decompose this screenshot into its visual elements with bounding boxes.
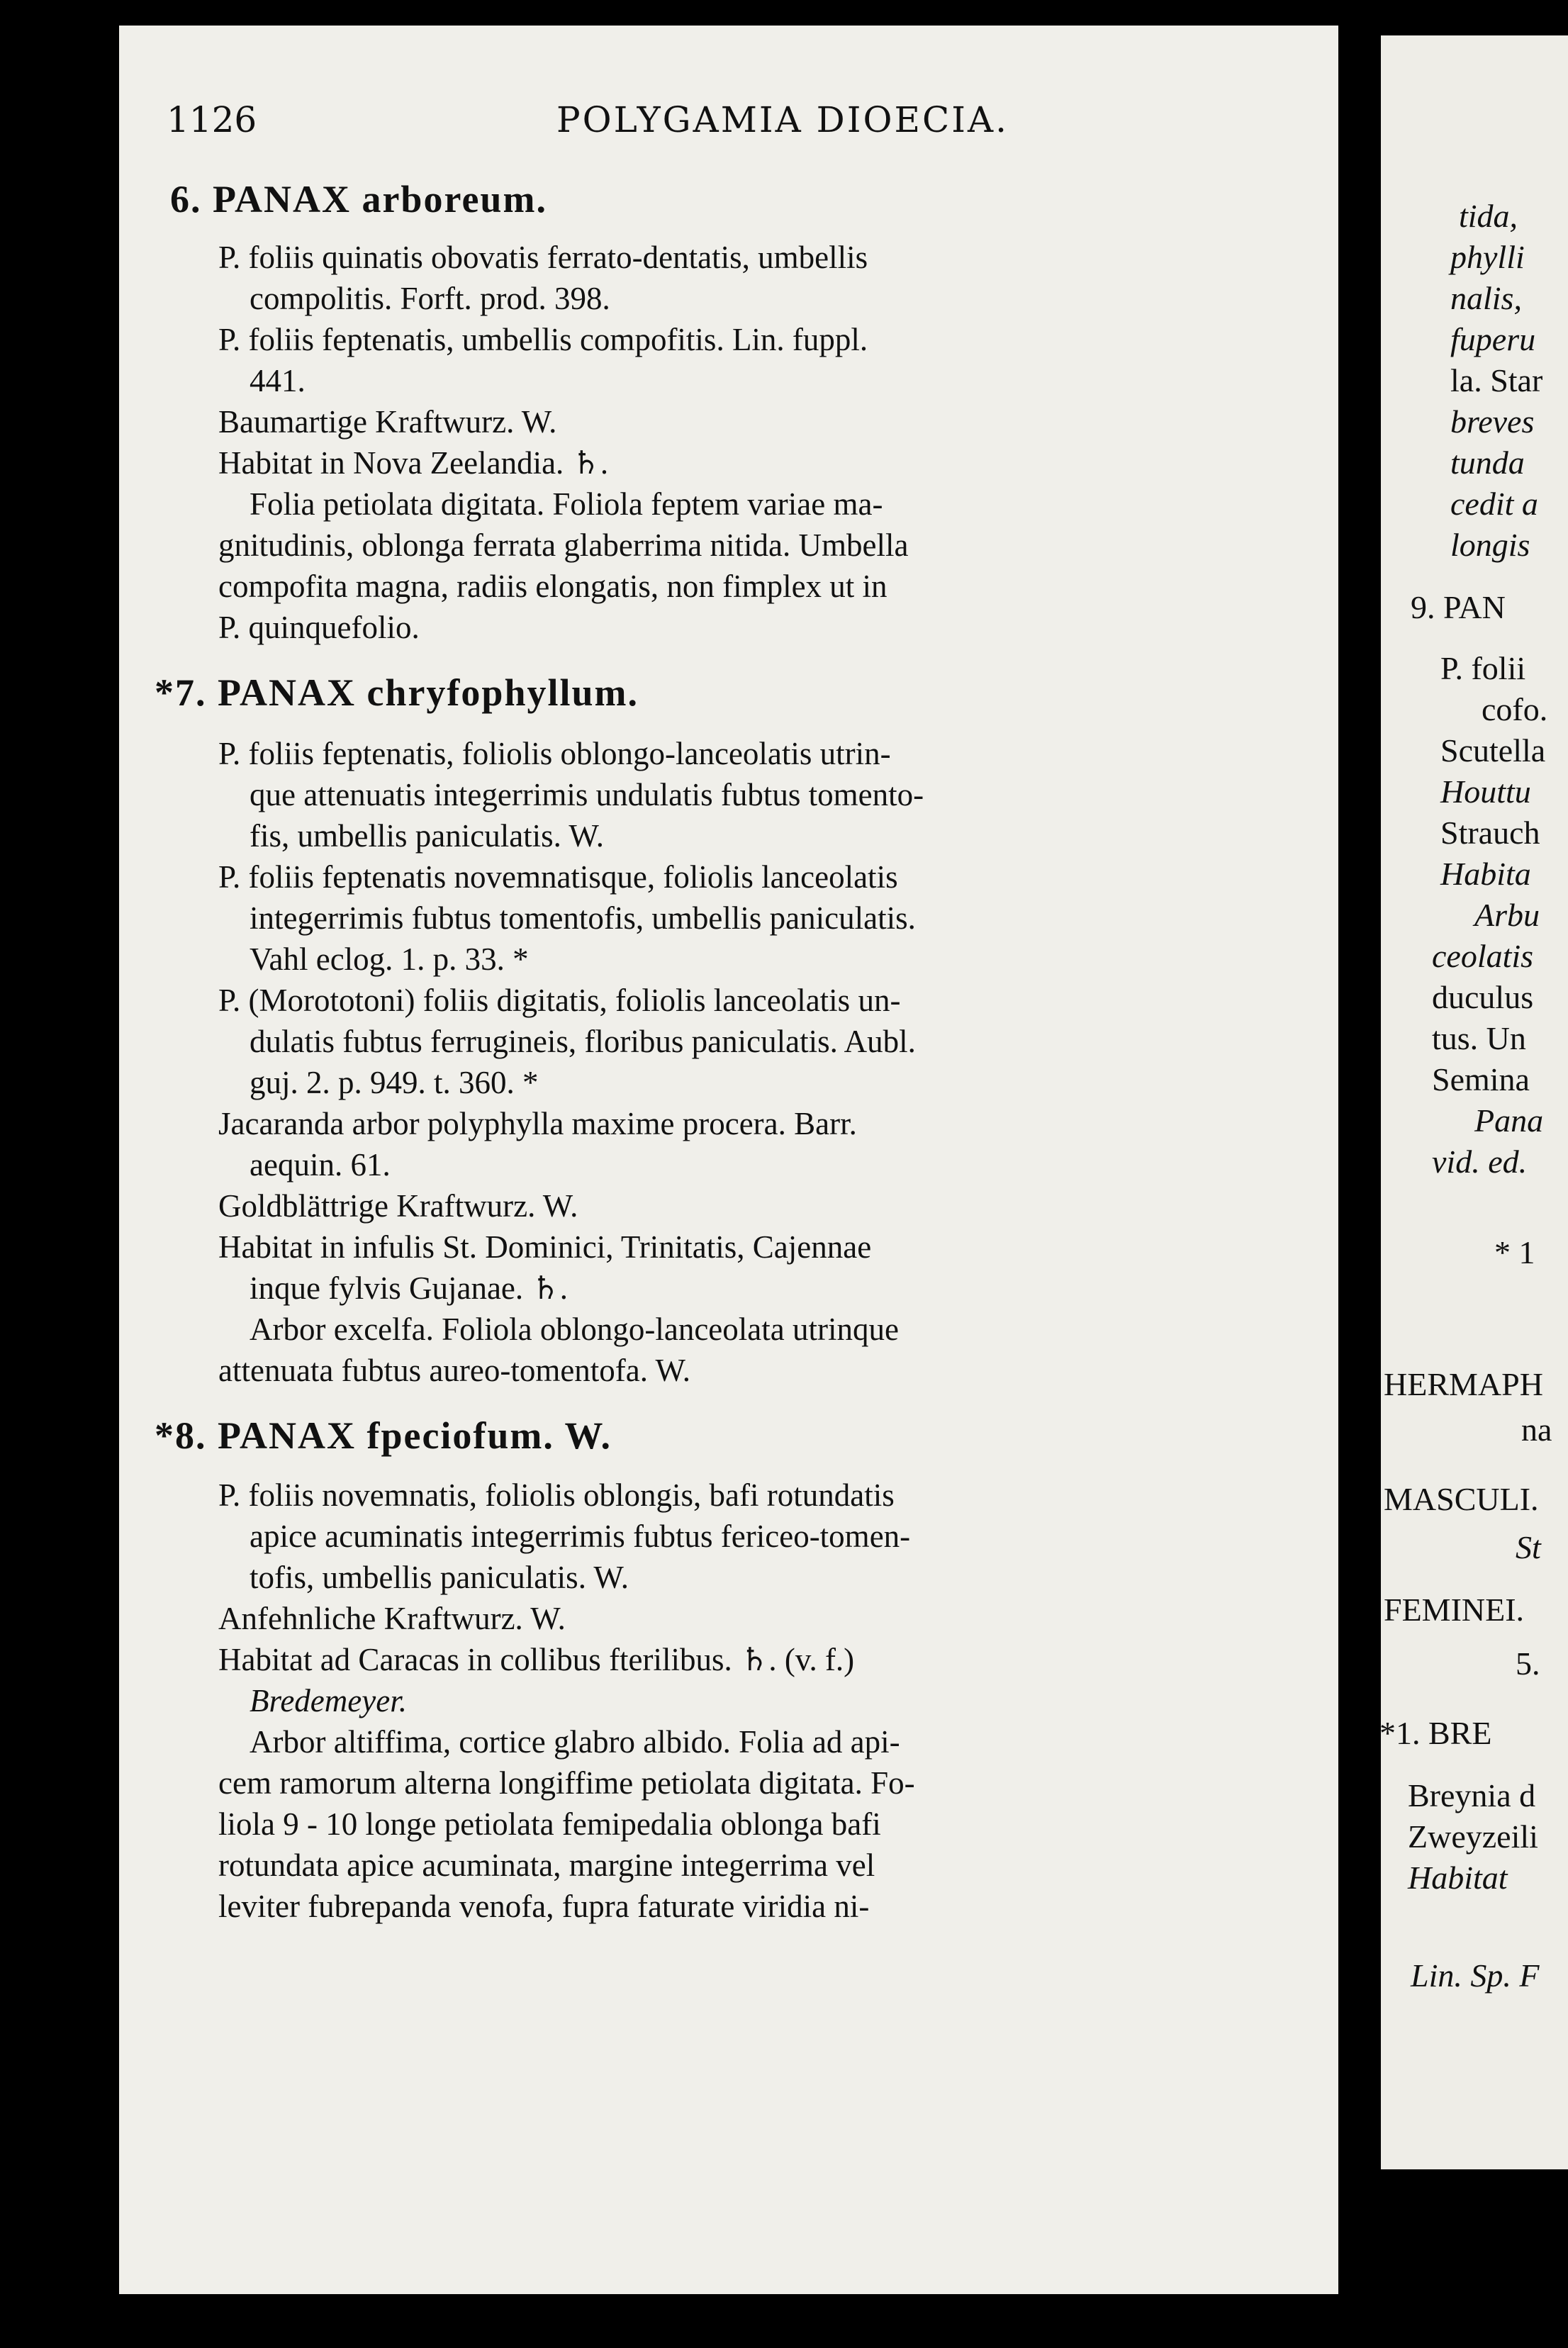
text-line: P. foliis feptenatis novemnatisque, foliolis lanceolatis [218, 859, 898, 895]
facing-text-line: Houttu [1440, 773, 1531, 810]
facing-text-line: P. folii [1440, 650, 1526, 686]
text-line: liola 9 - 10 longe petiolata femipedalia oblonga bafi [218, 1806, 881, 1842]
facing-text-line: ceolatis [1432, 938, 1534, 974]
facing-text-line: HERMAPH [1384, 1366, 1543, 1402]
text-line: Goldblättrige Kraftwurz. W. [218, 1188, 578, 1224]
facing-text-line: vid. ed. [1432, 1144, 1528, 1180]
facing-text-line: St [1516, 1529, 1541, 1565]
facing-text-line: fuperu [1450, 321, 1536, 357]
text-line: Bredemeyer. [250, 1683, 407, 1718]
facing-text-line: Arbu [1474, 897, 1540, 933]
text-line: 441. [250, 363, 306, 398]
text-line: dulatis fubtus ferrugineis, floribus paniculatis. Aubl. [250, 1024, 916, 1059]
facing-text-line: breves [1450, 403, 1535, 440]
text-line: compofita magna, radiis elongatis, non fimplex ut in [218, 569, 887, 604]
text-line: integerrimis fubtus tomentofis, umbellis paniculatis. [250, 900, 916, 936]
text-line: rotundata apice acuminata, margine integerrima vel [218, 1847, 875, 1883]
text-line: guj. 2. p. 949. t. 360. * [250, 1065, 539, 1100]
text-line: P. foliis feptenatis, foliolis oblongo-lanceolatis utrin- [218, 736, 891, 771]
text-line: gnitudinis, oblonga ferrata glaberrima nitida. Umbella [218, 527, 909, 563]
facing-text-line: FEMINEI. [1384, 1592, 1525, 1628]
running-title: POLYGAMIA DIOECIA. [556, 99, 1009, 140]
text-line: Arbor excelfa. Foliola oblongo-lanceolata utrinque [250, 1312, 899, 1347]
facing-text-line: duculus [1432, 979, 1534, 1015]
facing-text-line: Scutella [1440, 732, 1546, 768]
text-line: *8. PANAX fpeciofum. W. [155, 1414, 612, 1457]
running-head [167, 99, 1290, 142]
text-line: *7. PANAX chryfophyllum. [155, 671, 639, 714]
facing-text-line: phylli [1450, 239, 1525, 275]
facing-text-line: tunda [1450, 445, 1525, 481]
facing-text-line: Breynia d [1408, 1777, 1536, 1813]
text-line: Folia petiolata digitata. Foliola feptem variae ma- [250, 486, 883, 522]
text-line: Anfehnliche Kraftwurz. W. [218, 1601, 566, 1636]
facing-text-line: Habitat [1408, 1860, 1508, 1896]
facing-text-line: Semina [1432, 1061, 1530, 1097]
facing-text-line: tida, [1459, 198, 1518, 234]
page-number: 1126 [167, 99, 257, 140]
text-line: fis, umbellis paniculatis. W. [250, 818, 604, 854]
facing-text-line: Strauch [1440, 815, 1540, 851]
text-line: Habitat in infulis St. Dominici, Trinitatis, Cajennae [218, 1229, 872, 1265]
facing-text-line: la. Star [1450, 362, 1543, 398]
text-line: 6. PANAX arboreum. [170, 178, 547, 220]
facing-text-line: cedit a [1450, 486, 1538, 522]
facing-text-line: MASCULI. [1384, 1481, 1539, 1517]
text-line: P. quinquefolio. [218, 610, 420, 645]
text-line: cem ramorum alterna longiffime petiolata digitata. Fo- [218, 1765, 915, 1801]
text-line: P. foliis novemnatis, foliolis oblongis, bafi rotundatis [218, 1477, 895, 1513]
text-line: Jacaranda arbor polyphylla maxime procera. Barr. [218, 1106, 857, 1141]
text-line: Habitat ad Caracas in collibus fterilibus. ♄. (v. f.) [218, 1642, 855, 1677]
facing-text-line: nalis, [1450, 280, 1522, 316]
text-line: Habitat in Nova Zeelandia. ♄. [218, 445, 609, 481]
facing-text-line: Habita [1440, 856, 1531, 892]
text-line: compolitis. Forft. prod. 398. [250, 281, 610, 316]
text-line: leviter fubrepanda venofa, fupra faturate viridia ni- [218, 1889, 870, 1924]
facing-text-line: 9. PAN [1411, 589, 1506, 625]
text-line: P. (Morototoni) foliis digitatis, foliolis lanceolatis un- [218, 983, 901, 1018]
facing-text-line: Zweyzeili [1408, 1818, 1538, 1855]
text-line: P. foliis quinatis obovatis ferrato-dentatis, umbellis [218, 240, 868, 275]
facing-text-line: *1. BRE [1379, 1715, 1492, 1751]
text-line: Vahl eclog. 1. p. 33. * [250, 941, 529, 977]
text-line: Arbor altiffima, cortice glabro albido. Folia ad api- [250, 1724, 900, 1760]
facing-text-line: * 1 [1494, 1234, 1535, 1270]
text-line: aequin. 61. [250, 1147, 391, 1183]
facing-text-line: Lin. Sp. F [1411, 1957, 1540, 1994]
facing-text-line: Pana [1474, 1102, 1544, 1139]
text-line: que attenuatis integerrimis undulatis fubtus tomento- [250, 777, 924, 812]
facing-text-line: longis [1450, 527, 1530, 563]
facing-text-line: 5. [1516, 1645, 1540, 1682]
text-line: attenuata fubtus aureo-tomentofa. W. [218, 1353, 691, 1388]
text-line: inque fylvis Gujanae. ♄. [250, 1270, 568, 1306]
text-line: apice acuminatis integerrimis fubtus fericeo-tomen- [250, 1519, 911, 1554]
facing-text-line: tus. Un [1432, 1020, 1526, 1056]
text-line: Baumartige Kraftwurz. W. [218, 404, 557, 440]
facing-text-line: cofo. [1482, 691, 1548, 727]
facing-text-line: na [1521, 1411, 1552, 1448]
text-line: P. foliis feptenatis, umbellis compofitis. Lin. fuppl. [218, 322, 868, 357]
text-line: tofis, umbellis paniculatis. W. [250, 1560, 629, 1595]
